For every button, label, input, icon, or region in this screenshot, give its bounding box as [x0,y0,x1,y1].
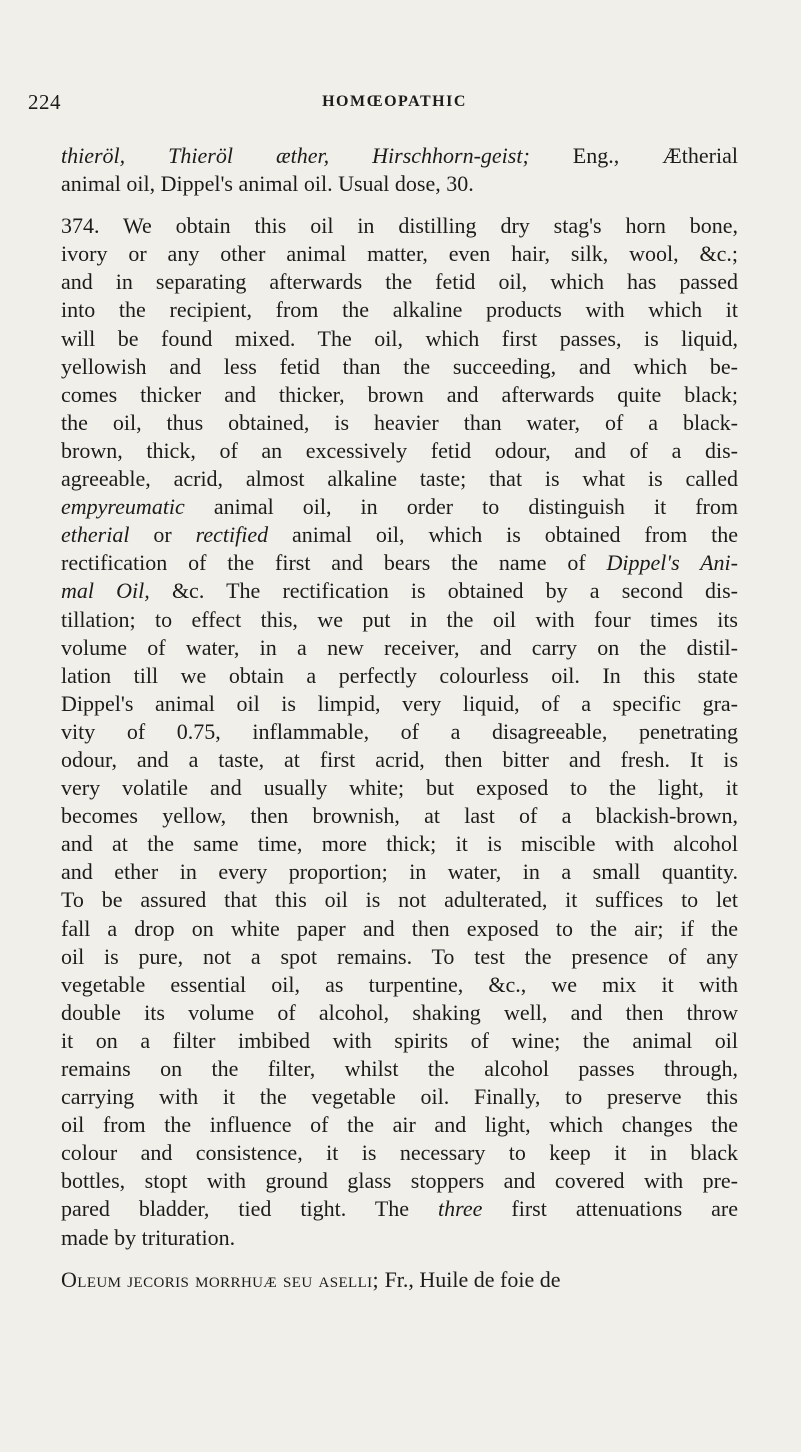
text-line: and in separating afterwards the fetid oil, which has passed [61,269,738,295]
text-line: double its volume of alcohol, shaking well, and then throw [61,999,738,1025]
text-line: oil from the influence of the air and light, which changes the [61,1112,738,1138]
text-line: tillation; to effect this, we put in the oil with four times its [61,606,738,632]
text-line: empyreumatic animal oil, in order to distinguish it from [61,494,738,520]
paragraph [61,142,738,198]
text-line: animal oil, Dippel's animal oil. Usual dose, 30. [61,171,474,197]
paragraph [61,1266,738,1294]
text-line: it on a filter imbibed with spirits of wine; the animal oil [61,1027,738,1053]
text-line: made by trituration. [61,1224,236,1250]
text-line: Oleum jecoris morrhuæ seu aselli; Fr., Huile de foie de [61,1266,561,1292]
text-line: colour and consistence, it is necessary to keep it in black [61,1140,738,1166]
text-line: comes thicker and thicker, brown and afterwards quite black; [61,381,738,407]
text-line: vity of 0.75, inflammable, of a disagreeable, penetrating [61,718,738,744]
text-line: oil is pure, not a spot remains. To test the presence of any [61,943,738,969]
text-line: 374. We obtain this oil in distilling dry stag's horn bone, [61,213,738,239]
text-line: lation till we obtain a perfectly colourless oil. In this state [61,662,738,688]
text-line: etherial or rectified animal oil, which is obtained from the [61,522,738,548]
text-line: into the recipient, from the alkaline products with which it [61,297,738,323]
text-line: mal Oil, &c. The rectification is obtained by a second dis- [61,578,738,604]
text-line: will be found mixed. The oil, which first passes, is liquid, [61,325,738,351]
paragraph-gap [61,198,738,212]
running-title: HOMŒOPATHIC [322,93,467,110]
text-line: fall a drop on white paper and then exposed to the air; if the [61,915,738,941]
page-header [28,90,761,120]
text-line: To be assured that this oil is not adulterated, it suffices to let [61,887,738,913]
text-line: ivory or any other animal matter, even hair, silk, wool, &c.; [61,241,738,267]
text-line: and ether in every proportion; in water, in a small quantity. [61,859,738,885]
text-line: agreeable, acrid, almost alkaline taste; that is what is called [61,466,738,492]
text-line: Dippel's animal oil is limpid, very liquid, of a specific gra- [61,690,738,716]
text-line: carrying with it the vegetable oil. Finally, to preserve this [61,1084,738,1110]
paragraph-gap [61,1252,738,1266]
text-line: bottles, stopt with ground glass stoppers and covered with pre- [61,1168,738,1194]
body-text [61,142,738,1294]
text-line: rectification of the first and bears the name of Dippel's Ani- [61,550,738,576]
text-line: thieröl, Thieröl æther, Hirschhorn-geist; Eng., Ætherial [61,143,738,168]
text-line: and at the same time, more thick; it is miscible with alcohol [61,831,738,857]
text-line: brown, thick, of an excessively fetid odour, and of a dis- [61,437,738,463]
text-line: the oil, thus obtained, is heavier than water, of a black- [61,409,738,435]
text-line: becomes yellow, then brownish, at last of a blackish-brown, [61,803,738,829]
paragraph [61,212,738,1251]
text-line: yellowish and less fetid than the succeeding, and which be- [61,353,738,379]
text-line: pared bladder, tied tight. The three first attenuations are [61,1196,738,1222]
text-line: remains on the filter, whilst the alcohol passes through, [61,1056,738,1081]
page-number: 224 [28,90,61,114]
text-line: odour, and a taste, at first acrid, then bitter and fresh. It is [61,746,738,772]
text-line: very volatile and usually white; but exposed to the light, it [61,775,738,801]
text-line: volume of water, in a new receiver, and carry on the distil- [61,634,738,660]
text-line: vegetable essential oil, as turpentine, &c., we mix it with [61,971,738,997]
